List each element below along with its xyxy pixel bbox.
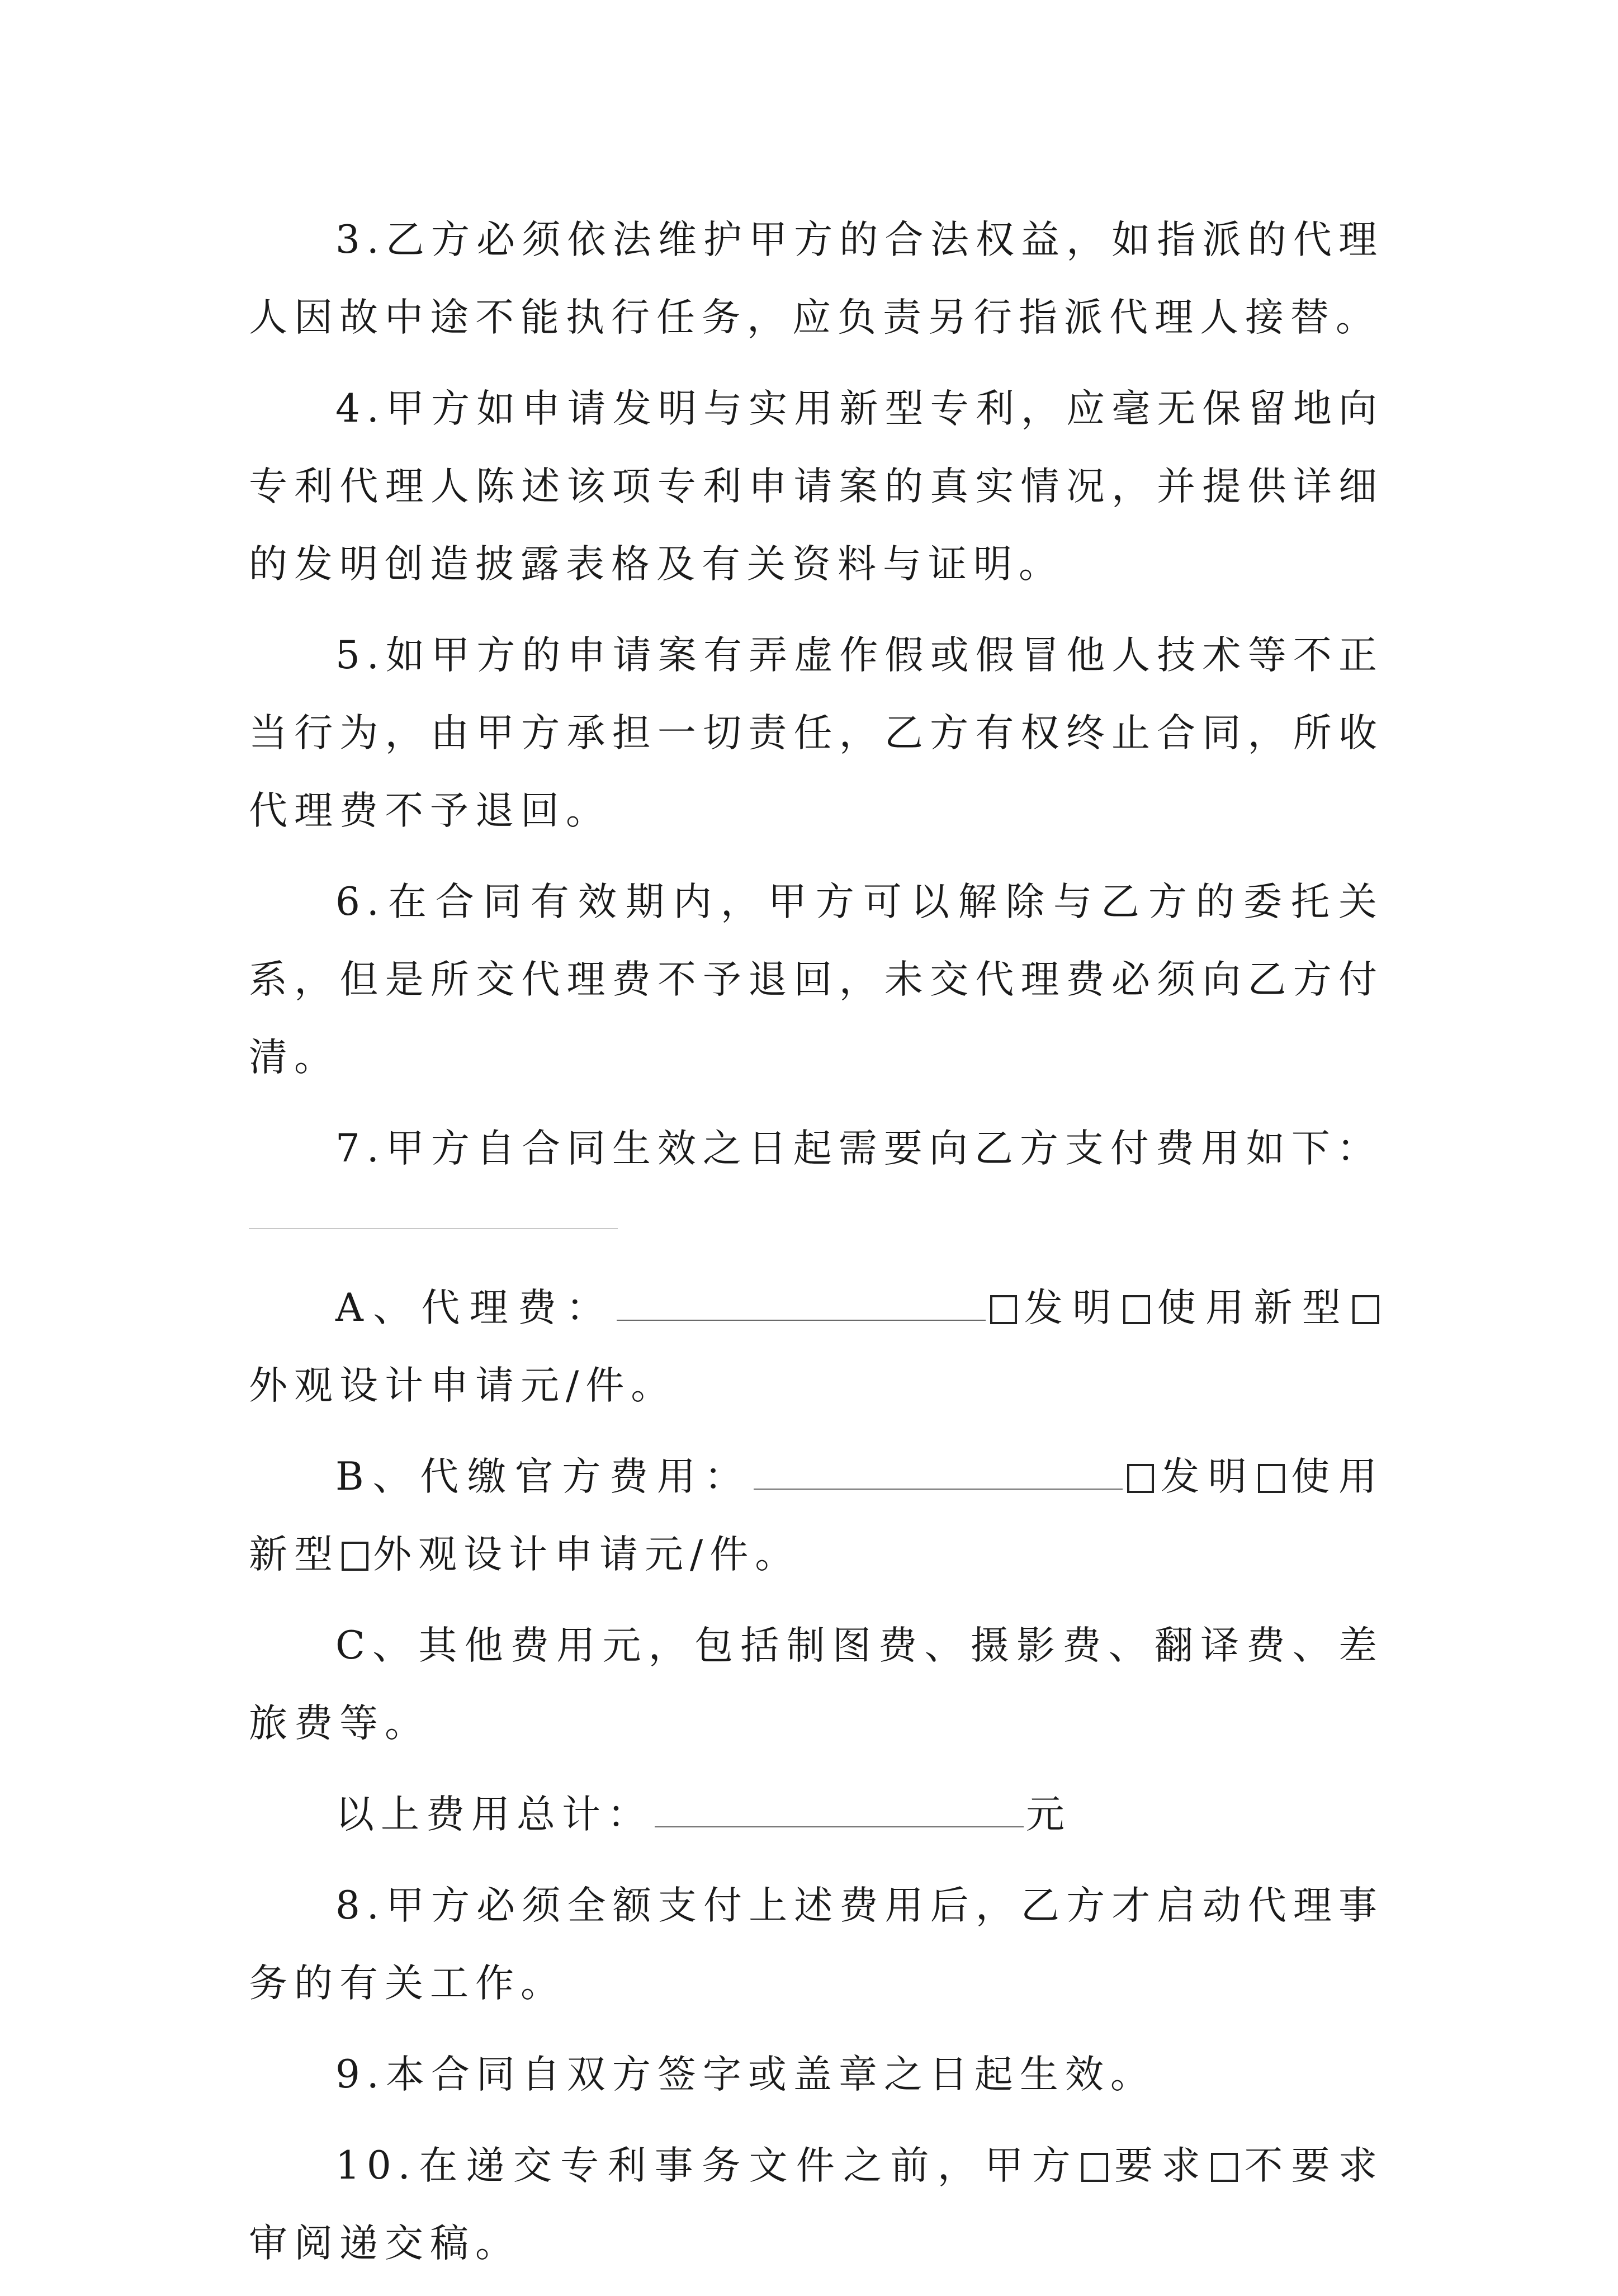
fee-a-option-invention: 发明 [1021, 1286, 1121, 1330]
fee-b-option-invention: 发明 [1158, 1454, 1256, 1499]
checkbox-icon[interactable] [1211, 2153, 1238, 2182]
clause-5: 5.如甲方的申请案有弄虚作假或假冒他人技术等不正当行为，由甲方承担一切责任，乙方有权终止合同，所收代理费不予退回。 [249, 633, 1384, 833]
checkbox-icon[interactable] [1127, 1464, 1154, 1493]
document-body [249, 201, 1384, 2296]
fee-total-unit: 元 [1026, 1792, 1071, 1837]
separator-line [249, 1228, 618, 1229]
clause-10-option-require: 要求 [1112, 2143, 1209, 2188]
fee-b-blank[interactable] [754, 1455, 1123, 1490]
checkbox-icon[interactable] [1352, 1295, 1379, 1324]
fee-a-blank[interactable] [617, 1286, 986, 1321]
clause-6: 6.在合同有效期内，甲方可以解除与乙方的委托关系，但是所交代理费不予退回，未交代理费必须向乙方付清。 [249, 880, 1384, 1080]
fee-item-c: C、其他费用元，包括制图费、摄影费、翻译费、差旅费等。 [249, 1623, 1384, 1746]
fee-b-option-design: 外观设计申请元/件。 [373, 1532, 801, 1577]
fee-a-option-utility: 使用新型 [1154, 1286, 1350, 1330]
clause-10-text: 10.在递交专利事务文件之前，甲方 [335, 2143, 1079, 2188]
checkbox-icon[interactable] [1081, 2153, 1108, 2182]
clause-3: 3.乙方必须依法维护甲方的合法权益，如指派的代理人因故中途不能执行任务，应负责另行指派代理人接替。 [249, 218, 1384, 340]
fee-a-label: A、代理费： [335, 1286, 614, 1330]
fee-a-option-design: 外观设计申请元/件。 [249, 1363, 676, 1408]
fee-total-label: 以上费用总计： [335, 1792, 652, 1837]
checkbox-icon[interactable] [1123, 1295, 1150, 1324]
fee-item-a [249, 1269, 1384, 1425]
fee-item-b [249, 1438, 1384, 1594]
clause-7: 7.甲方自合同生效之日起需要向乙方支付费用如下： [335, 1126, 1382, 1171]
fee-total [249, 1776, 1384, 1854]
clause-4: 4.甲方如申请发明与实用新型专利，应毫无保留地向专利代理人陈述该项专利申请案的真实情况，并提供详细的发明创造披露表格及有关资料与证明。 [249, 386, 1384, 587]
checkbox-icon[interactable] [342, 1542, 368, 1571]
checkbox-icon[interactable] [990, 1295, 1017, 1324]
fee-b-option-utility: 使用新型 [249, 1454, 1384, 1577]
clause-10-option-not-require: 不要求审阅递交稿。 [249, 2143, 1384, 2266]
checkbox-icon[interactable] [1258, 1464, 1285, 1493]
fee-b-label: B、代缴官方费用： [335, 1454, 752, 1499]
clause-10 [249, 2127, 1384, 2283]
fee-total-blank[interactable] [655, 1793, 1024, 1827]
clause-8: 8.甲方必须全额支付上述费用后，乙方才启动代理事务的有关工作。 [249, 1883, 1384, 2006]
clause-9: 9.本合同自双方签字或盖章之日起生效。 [335, 2052, 1156, 2097]
